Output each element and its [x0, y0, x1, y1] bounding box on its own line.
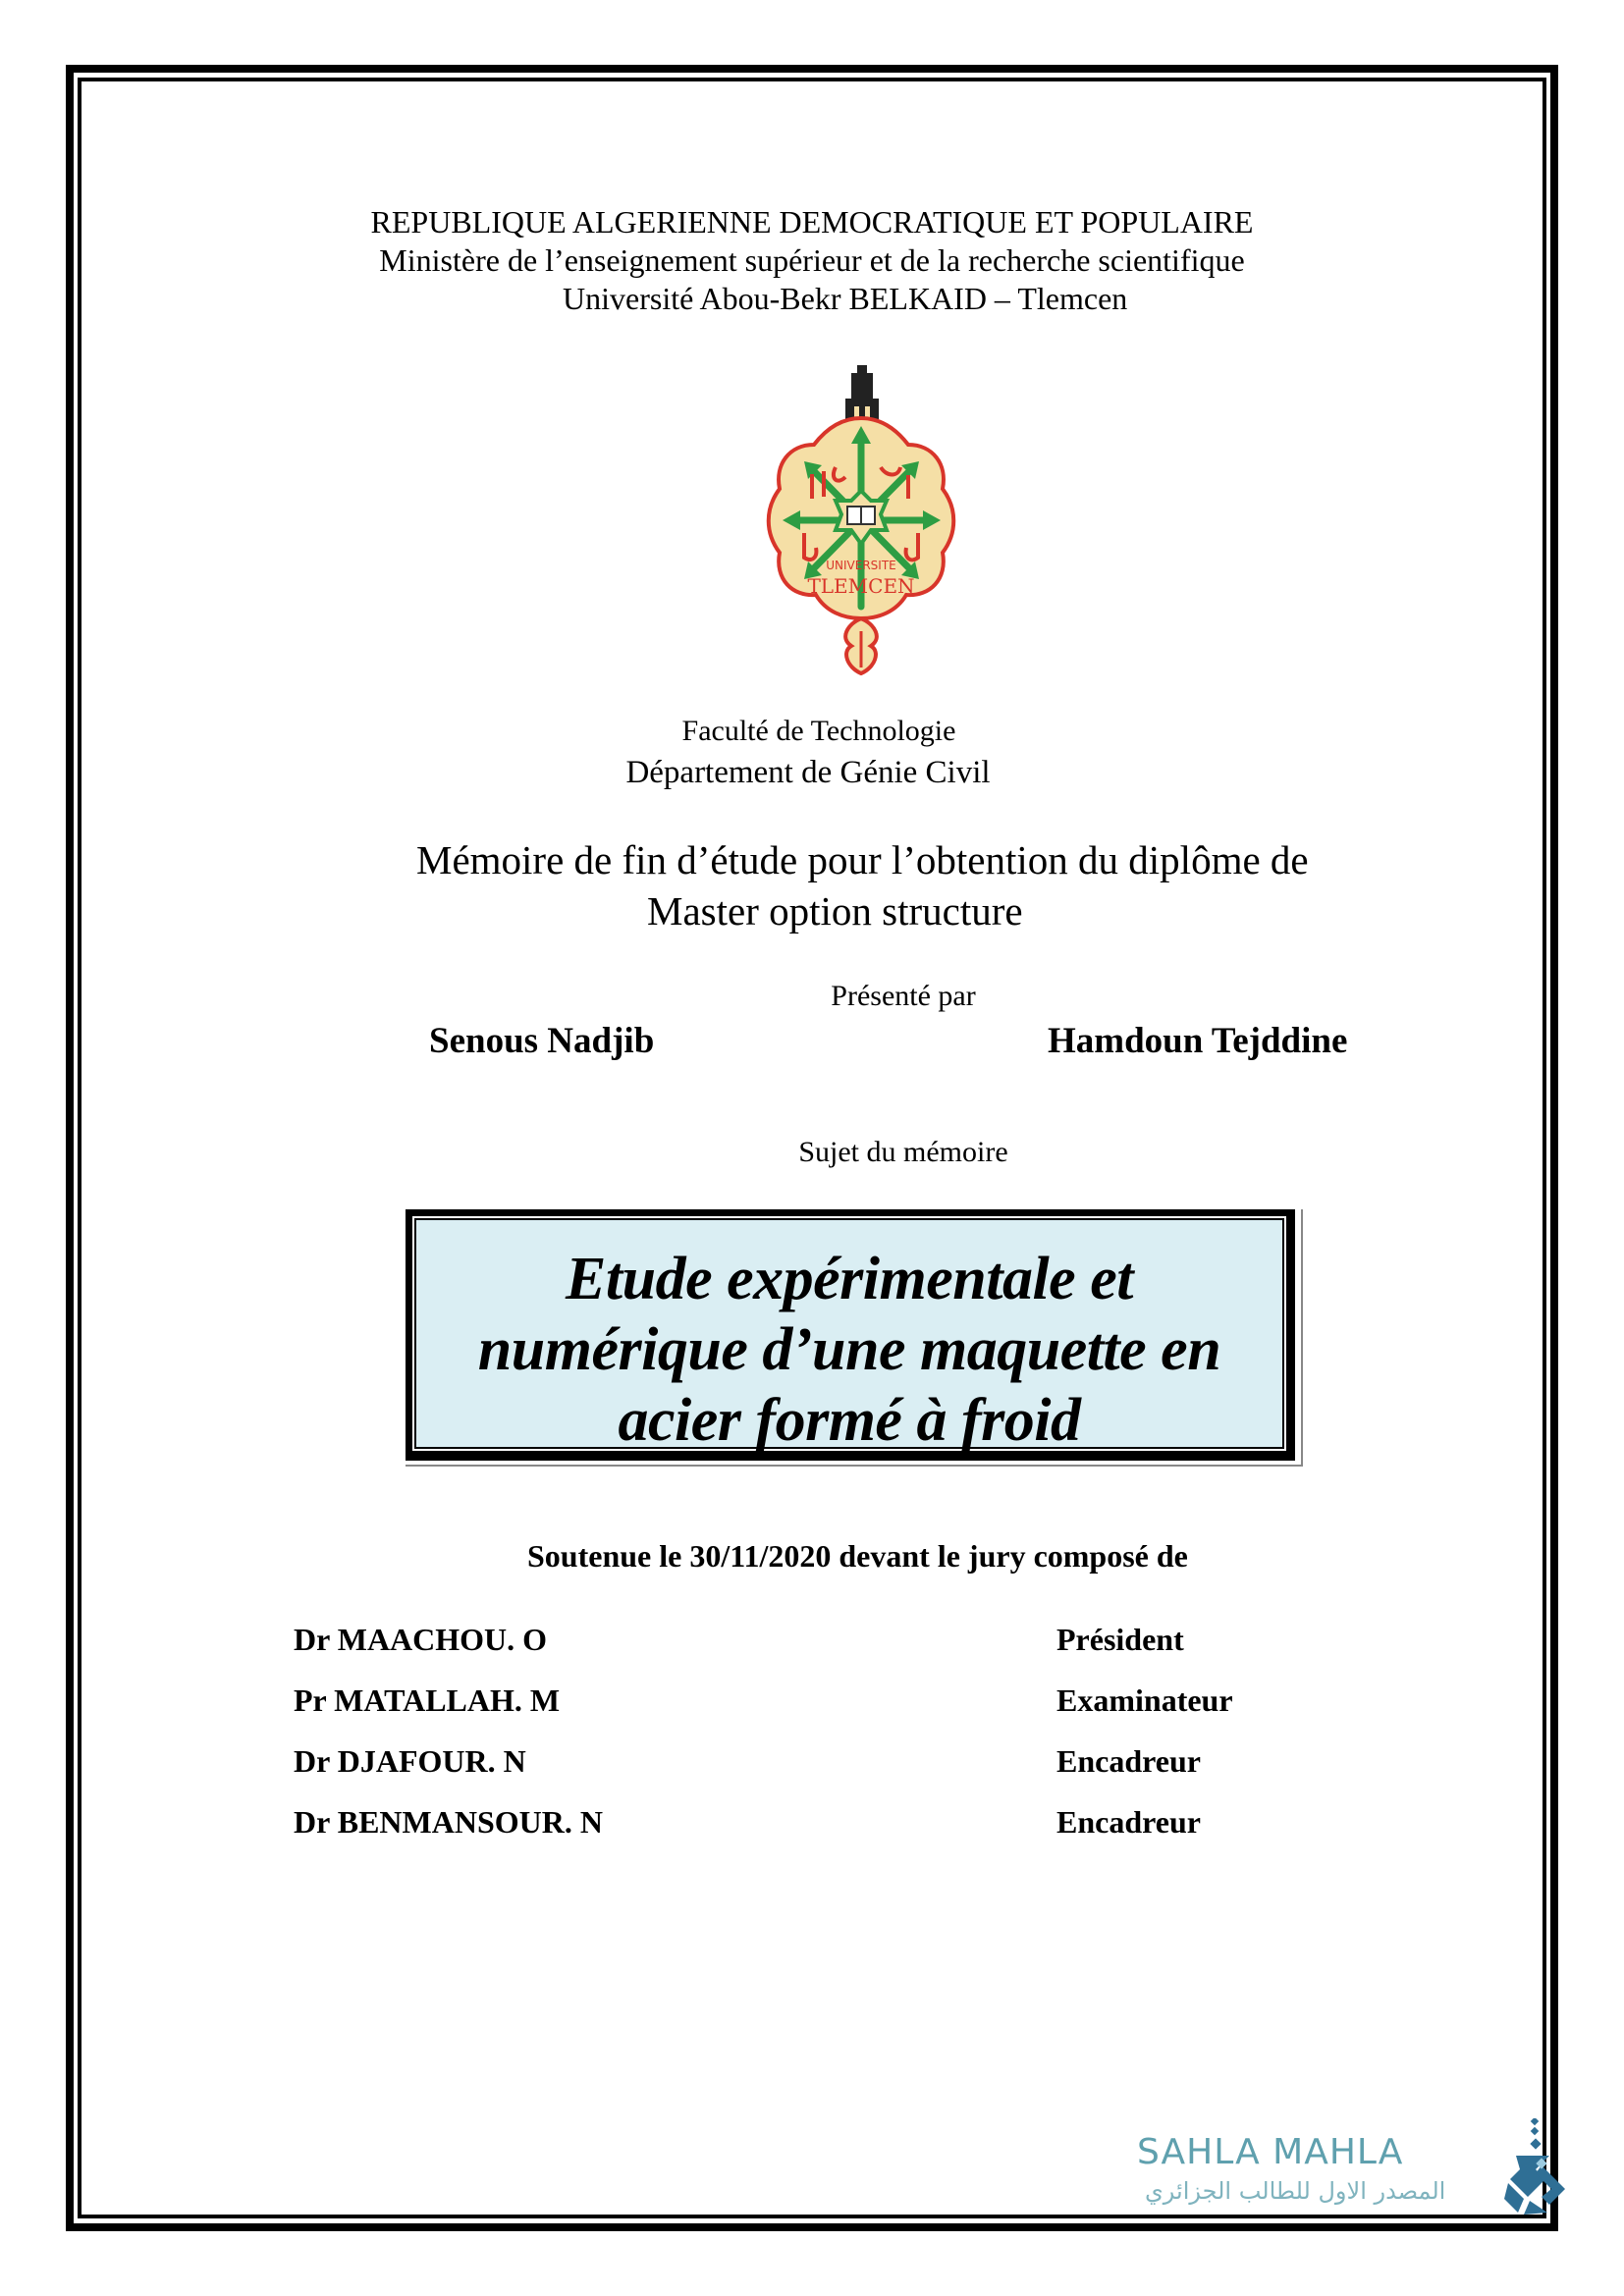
faculty-name: Faculté de Technologie [681, 715, 956, 747]
watermark-subtitle: المصدر الاول للطالب الجزائري [1145, 2177, 1446, 2205]
author-2: Hamdoun Tejddine [1048, 1021, 1348, 1061]
department-name: Département de Génie Civil [625, 755, 991, 790]
jury-name: Dr BENMANSOUR. N [294, 1804, 603, 1840]
memoir-line-1: Mémoire de fin d’étude pour l’obtention du diplôme de [416, 837, 1309, 882]
ministry-name: Ministère de l’enseignement supérieur et de la recherche scientifique [379, 242, 1245, 278]
jury-role: Encadreur [1056, 1743, 1201, 1779]
thesis-title-box [406, 1209, 1295, 1461]
defense-statement: Soutenue le 30/11/2020 devant le jury composé de [527, 1538, 1188, 1574]
title-line-3: acier formé à froid [618, 1387, 1081, 1454]
svg-text:TLEMCEN: TLEMCEN [807, 574, 915, 598]
presented-by-label: Présenté par [831, 980, 976, 1012]
watermark-title: SAHLA MAHLA [1137, 2132, 1404, 2172]
jury-name: Pr MATALLAH. M [294, 1682, 561, 1718]
memoir-line-2: Master option structure [647, 888, 1023, 934]
jury-name: Dr MAACHOU. O [294, 1622, 548, 1657]
subject-label: Sujet du mémoire [798, 1136, 1008, 1168]
title-line-1: Etude expérimentale et [566, 1246, 1133, 1312]
university-name: Université Abou-Bekr BELKAID – Tlemcen [563, 281, 1128, 316]
author-1: Senous Nadjib [429, 1021, 655, 1061]
jury-role: Encadreur [1056, 1804, 1201, 1840]
title-box-background [414, 1218, 1284, 1454]
jury-name: Dr DJAFOUR. N [294, 1743, 526, 1779]
title-line-2: numérique d’une maquette en [477, 1316, 1221, 1383]
jury-role: Président [1056, 1622, 1184, 1657]
svg-text:UNIVERSITE: UNIVERSITE [826, 559, 896, 572]
sahla-mahla-calligraphy-icon [1502, 2118, 1573, 2216]
thesis-title [416, 1244, 1282, 1456]
jury-role: Examinateur [1056, 1682, 1233, 1718]
university-tlemcen-emblem-icon [761, 361, 962, 675]
country-name: REPUBLIQUE ALGERIENNE DEMOCRATIQUE ET POPULAIRE [370, 204, 1254, 240]
